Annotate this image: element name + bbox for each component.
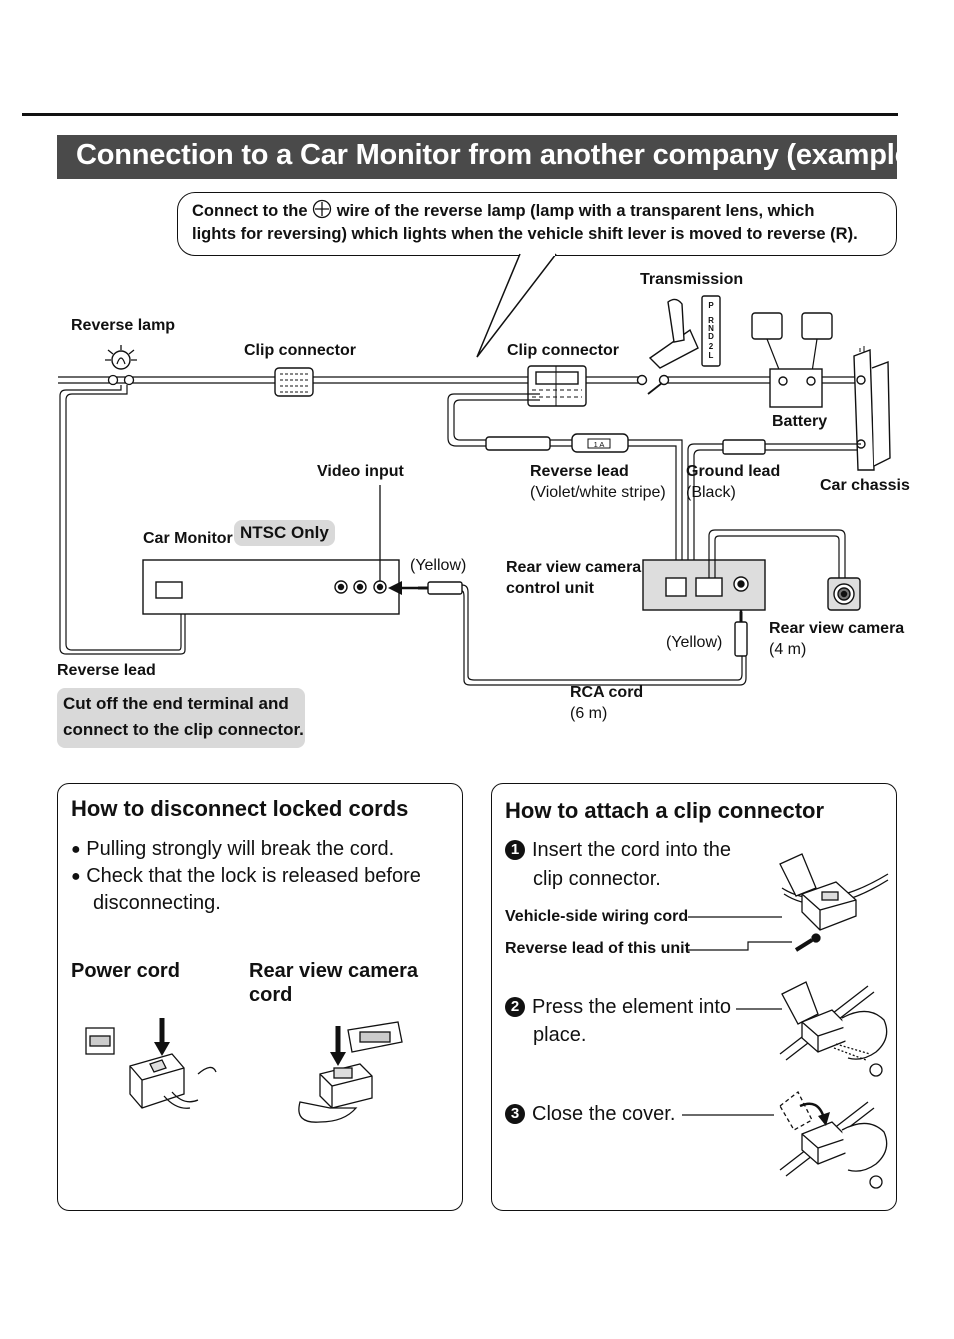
step-1-number: 1 [505,840,525,860]
reverse-lead-color: (Violet/white stripe) [530,484,666,501]
bullet-text: Pulling strongly will break the cord. [86,838,395,860]
rca-plug-right-icon [735,612,747,656]
fuse-holder-icon [486,434,628,452]
rear-camera-length: (4 m) [769,641,807,658]
ground-fuse-icon [723,440,765,454]
clip-step-3-icon [772,1084,892,1194]
clip-connector-left-label: Clip connector [244,342,357,359]
battery-icon [752,313,832,407]
step-1-text: Insert the cord into the [532,839,732,861]
gear-letter: R [708,316,714,325]
gear-letters [708,301,714,360]
reverse-lead-label: Reverse lead [530,463,629,480]
step-3-number: 3 [505,1104,525,1124]
car-monitor-label: Car Monitor [143,530,233,547]
car-chassis-label: Car chassis [820,477,910,494]
rca-cord-label: RCA cord [570,684,644,701]
rca-plug-left-icon [418,582,462,594]
callout-line-2: lights for reversing) which lights when the vehicle shift lever is moved to reverse (R). [192,225,858,243]
cut-note-line-1: Cut off the end terminal and [63,694,289,713]
video-input-label: Video input [317,463,404,480]
car-chassis-icon [854,346,890,470]
ntsc-only-badge: NTSC Only [234,520,335,546]
battery-label: Battery [772,413,828,430]
rear-camera-label: Rear view camera [769,620,905,637]
fuse-label: 1 A [593,440,605,449]
camera-cord-label-1: Rear view camera [249,960,419,982]
cut-note-line-2: connect to the clip connector. [63,720,304,739]
gear-letter: P [708,301,714,310]
rear-camera-icon [828,578,860,610]
vehicle-cord-label: Vehicle-side wiring cord [505,908,689,925]
callout-line-1-post: wire of the reverse lamp (lamp with a transparent lens, which [336,202,815,220]
step-1-line-2: clip connector. [533,868,661,890]
gear-letter: N [708,324,714,333]
gear-letter: 2 [708,342,714,351]
ground-lead-color: (Black) [686,484,736,501]
power-cord-connector-icon [80,1014,220,1114]
page-title: Connection to a Car Monitor from another company (example) [76,139,920,171]
callout-line-1-pre: Connect to the [192,202,308,220]
reverse-lead-unit-label: Reverse lead of this unit [505,940,690,957]
step-2-number: 2 [505,997,525,1017]
power-cord-label: Power cord [71,960,180,982]
yellow-right-label: (Yellow) [666,634,723,651]
control-unit-box [643,560,765,610]
transmission-label: Transmission [640,271,744,288]
disconnect-panel [57,783,463,1211]
bullet-continuation: disconnecting. [93,892,221,914]
step-3-text: Close the cover. [532,1103,676,1125]
clip-connector-left-icon [275,368,313,396]
step-2-text: Press the element into [532,996,731,1018]
reverse-lamp-icon [105,345,137,385]
clip-step-2-icon [772,974,892,1084]
reverse-lead-left-label: Reverse lead [57,662,156,679]
car-monitor-box [143,560,399,614]
camera-cord-connector-icon [290,1012,430,1132]
step-2-line-2: place. [533,1024,587,1046]
gear-letter: L [708,351,714,360]
rca-cord-length: (6 m) [570,705,608,722]
bullet-text: Check that the lock is released before [86,865,421,887]
clip-step-1-icon [772,844,892,954]
control-unit-label-2: control unit [506,580,594,597]
main-harness-wire [58,377,860,383]
cut-note-box [57,688,305,748]
camera-cord-label-2: cord [249,984,293,1006]
clip-panel [491,783,897,1211]
gear-letter: D [708,332,714,341]
bullet-item: ● Check that the lock is released before [71,865,421,887]
control-unit-label-1: Rear view camera [506,559,642,576]
ground-lead-label: Ground lead [686,463,781,480]
clip-connector-right-label: Clip connector [507,342,620,359]
clip-panel-title: How to attach a clip connector [505,798,825,823]
disconnect-panel-title: How to disconnect locked cords [71,796,409,821]
yellow-left-label: (Yellow) [410,557,467,574]
reverse-lamp-label: Reverse lamp [71,317,176,334]
bullet-item: ● Pulling strongly will break the cord. [71,838,395,860]
reverse-switch-icon [638,376,669,395]
